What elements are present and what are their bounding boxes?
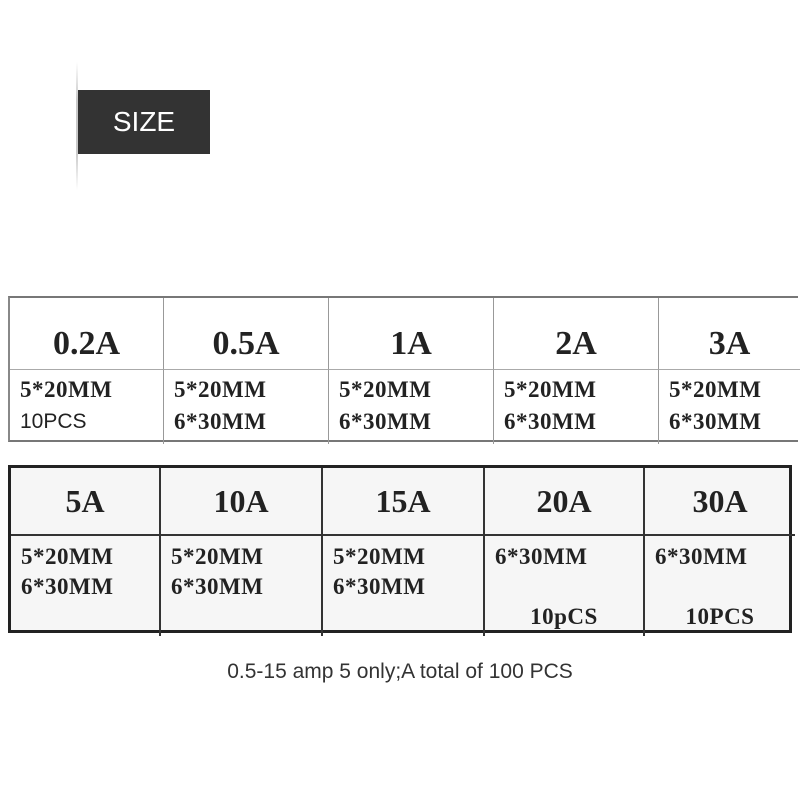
quantity-line: 10pCS (530, 604, 598, 629)
amp-header: 1A (329, 298, 494, 370)
size-line: 6*30MM (174, 409, 267, 434)
spec-cell (161, 536, 323, 636)
size-line: 6*30MM (171, 574, 264, 599)
size-line: 5*20MM (20, 377, 113, 402)
size-line: 5*20MM (171, 544, 264, 569)
spec-cell (11, 536, 161, 636)
spec-cell (494, 370, 659, 444)
size-line: 6*30MM (504, 409, 597, 434)
total-note: 0.5-15 amp 5 only;A total of 100 PCS (227, 660, 573, 683)
quantity-line: 10PCS (20, 410, 87, 433)
size-line: 6*30MM (339, 409, 432, 434)
amp-header: 30A (645, 468, 795, 536)
spec-cell (329, 370, 494, 444)
size-line: 5*20MM (504, 377, 597, 402)
spec-cell (485, 536, 645, 636)
amp-header: 0.2A (10, 298, 164, 370)
fuse-table-top (8, 296, 798, 442)
quantity-line: 10PCS (685, 604, 755, 629)
amp-header: 10A (161, 468, 323, 536)
spec-cell (10, 370, 164, 444)
spec-cell (164, 370, 329, 444)
size-line: 5*20MM (339, 377, 432, 402)
amp-header: 15A (323, 468, 485, 536)
spec-cell (659, 370, 800, 444)
size-line: 6*30MM (333, 574, 426, 599)
size-badge: SIZE (78, 90, 210, 154)
spec-cell (645, 536, 795, 636)
amp-header: 5A (11, 468, 161, 536)
size-line: 5*20MM (21, 544, 114, 569)
fuse-table-bottom (8, 465, 792, 633)
size-line: 6*30MM (21, 574, 114, 599)
spec-cell (323, 536, 485, 636)
size-line: 5*20MM (669, 377, 762, 402)
size-line: 6*30MM (669, 409, 762, 434)
amp-header: 20A (485, 468, 645, 536)
amp-header: 3A (659, 298, 800, 370)
size-line: 5*20MM (333, 544, 426, 569)
size-line: 6*30MM (495, 544, 588, 569)
size-line: 6*30MM (655, 544, 748, 569)
size-line: 5*20MM (174, 377, 267, 402)
amp-header: 2A (494, 298, 659, 370)
amp-header: 0.5A (164, 298, 329, 370)
